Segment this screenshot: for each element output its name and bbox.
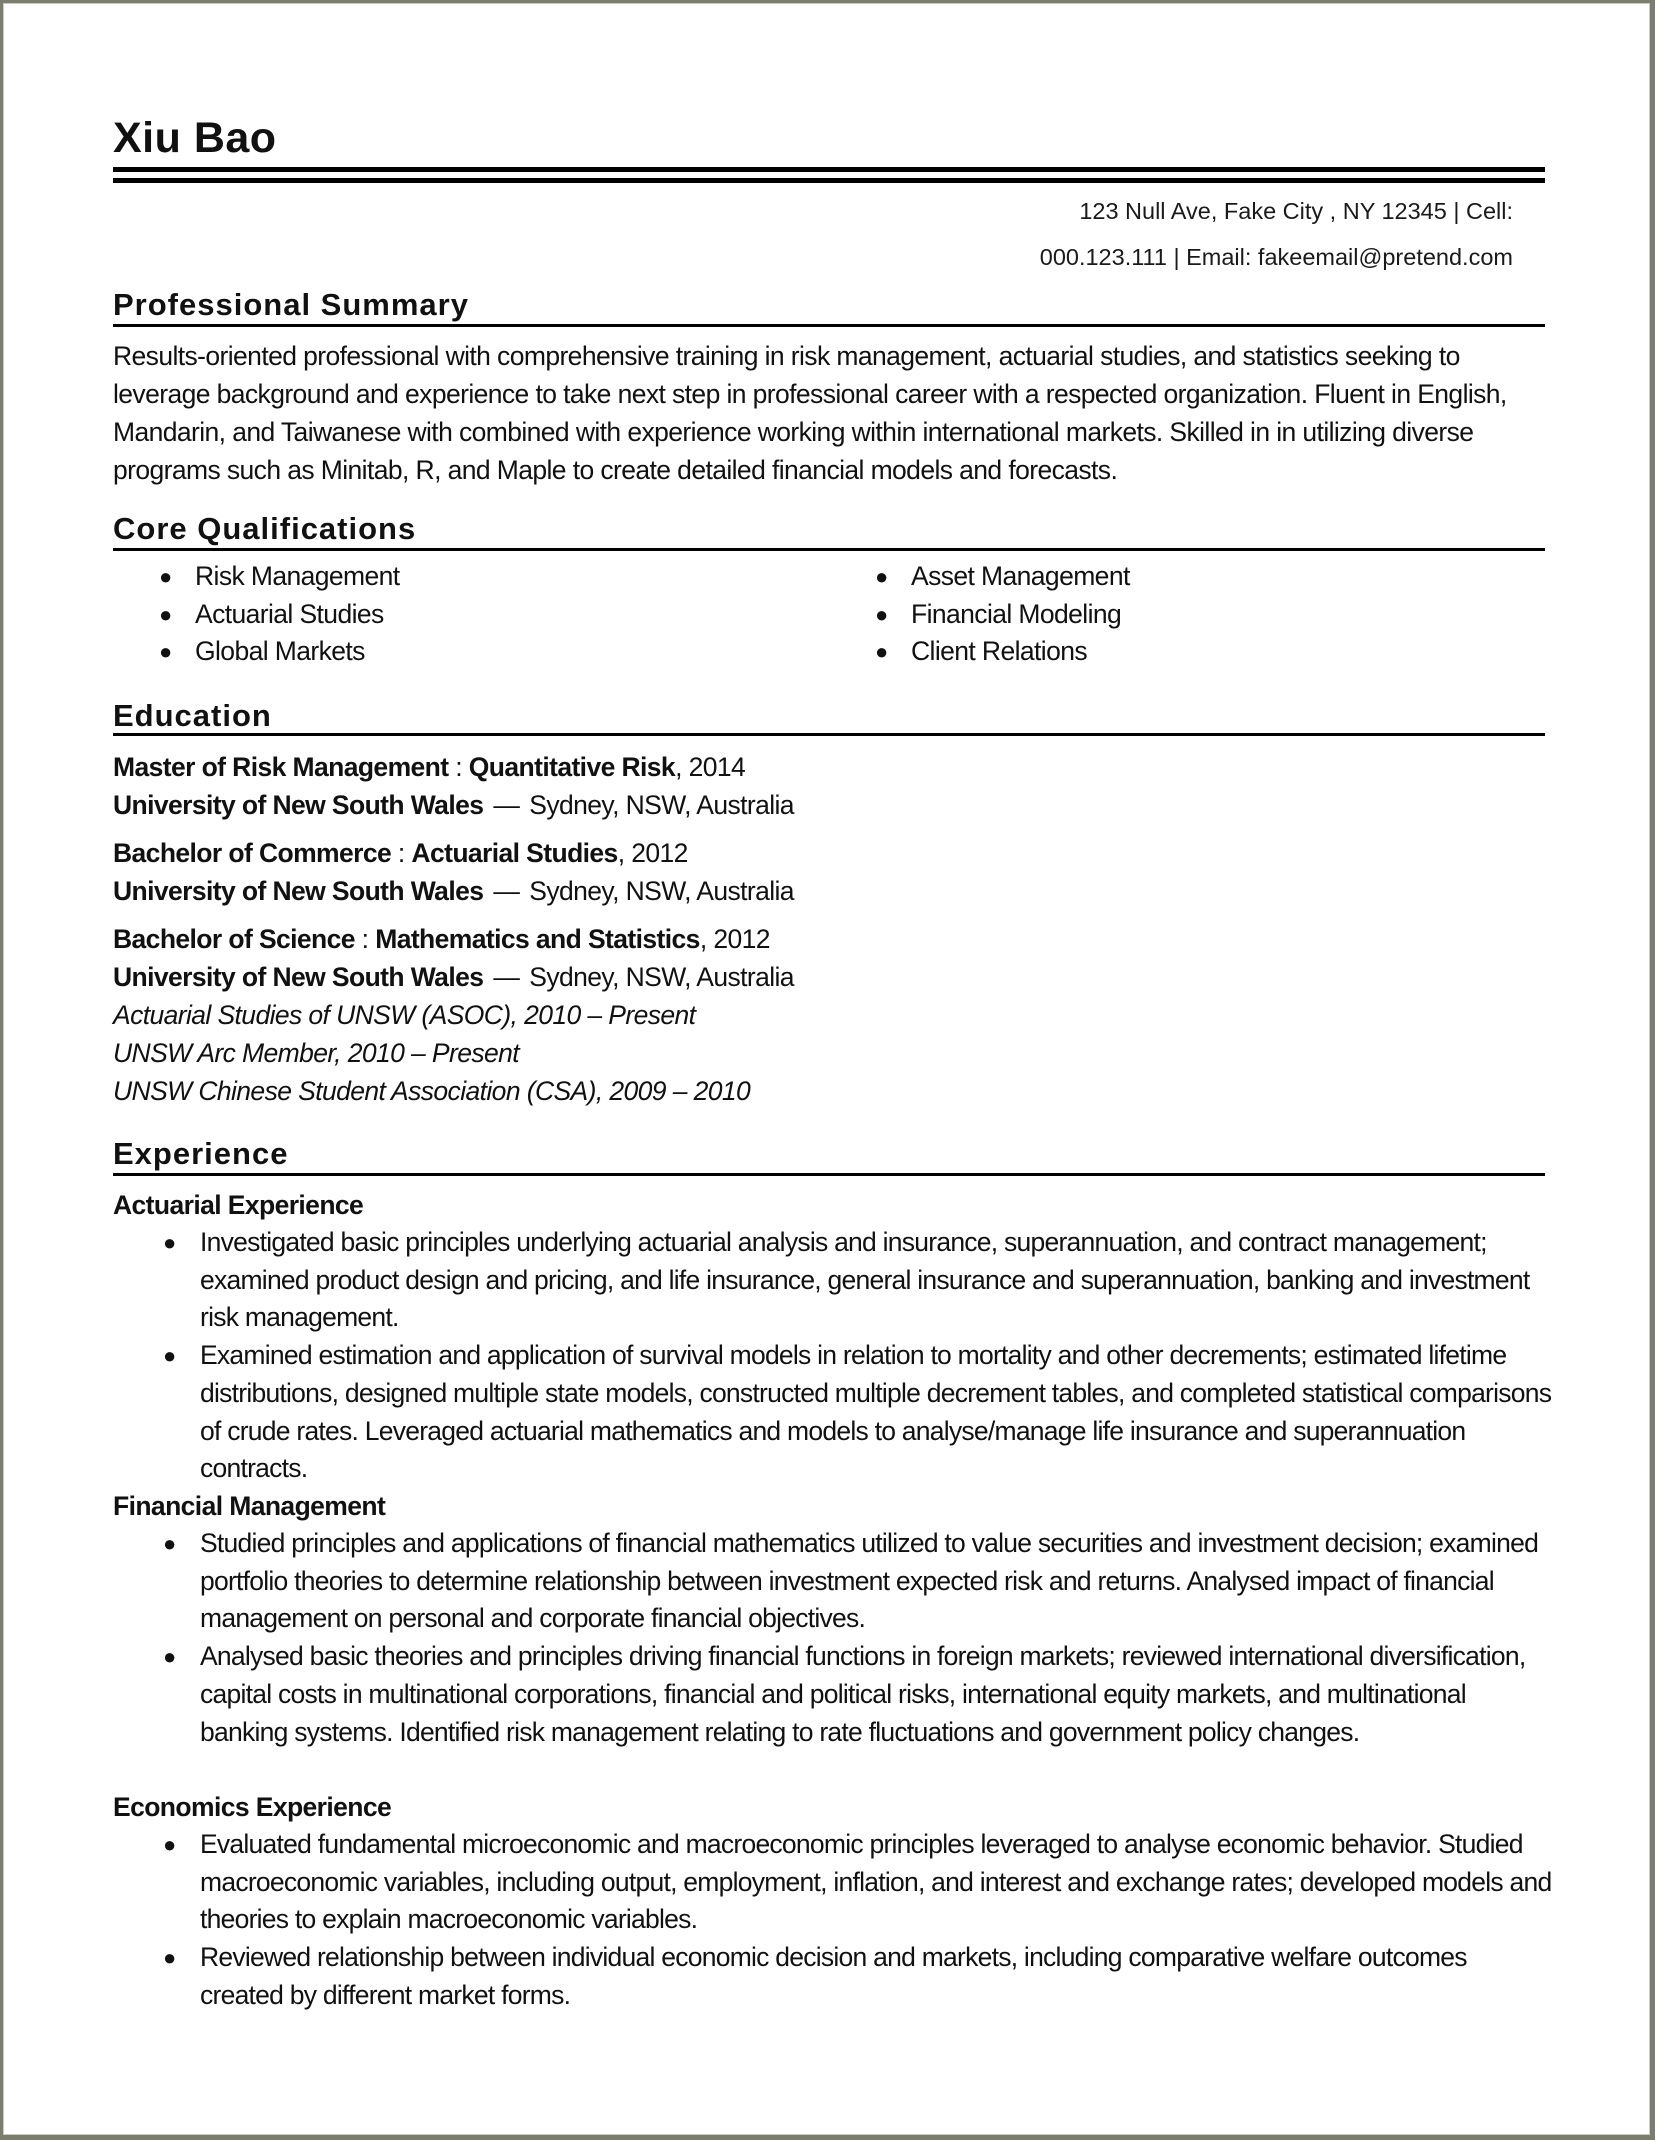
experience-bullet: ● Analysed basic theories and principles driving financial functions in foreign markets; reviewed international diversification, capital costs in multinational corporations, financial and political risks, international equity markets, and multinational banking systems. Identified risk management relating to rate fluctuations and government policy changes. <box>163 1638 1553 1751</box>
resume-page <box>3 3 1650 2135</box>
school-line: University of New South Wales — Sydney, NSW, Australia <box>113 790 794 820</box>
qualification-item: ● Actuarial Studies <box>159 596 400 634</box>
bullet-icon: ● <box>875 564 888 589</box>
contact-email-line: 000.123.111 | Email: fakeemail@pretend.com <box>1039 244 1513 270</box>
experience-group-title: Financial Management <box>113 1491 386 1521</box>
candidate-name: Xiu Bao <box>113 114 277 162</box>
header-rule-top <box>113 167 1545 172</box>
bullet-icon: ● <box>875 639 888 664</box>
school-line: University of New South Wales — Sydney, NSW, Australia <box>113 876 794 906</box>
qualifications-left-list <box>159 558 400 671</box>
degree-year: , 2012 <box>699 924 770 954</box>
school-line: University of New South Wales — Sydney, NSW, Australia <box>113 962 794 992</box>
school-name: University of New South Wales <box>113 790 484 820</box>
bullet-icon: ● <box>159 564 172 589</box>
bullet-icon: ● <box>163 1945 176 1971</box>
school-location: Sydney, NSW, Australia <box>529 962 794 992</box>
section-heading-qualifications: Core Qualifications <box>113 511 417 546</box>
bullet-icon: ● <box>163 1343 176 1369</box>
qualification-item: ● Financial Modeling <box>875 596 1130 634</box>
qualifications-right-list <box>875 558 1130 671</box>
bullet-icon: ● <box>159 601 172 627</box>
section-rule-education <box>113 733 1545 736</box>
school-location: Sydney, NSW, Australia <box>529 790 794 820</box>
degree-name: Bachelor of Commerce <box>113 838 392 868</box>
section-heading-summary: Professional Summary <box>113 287 469 322</box>
experience-bullet: ● Examined estimation and application of survival models in relation to mortality and other decrements; estimated lifetime distributions, designed multiple state models, constructed multiple decrement tables, and completed statistical comparisons of crude rates. Leveraged actuarial mathematics and models to analyse/manage life insurance and superannuation contracts. <box>163 1337 1553 1488</box>
qualification-item: ● Client Relations <box>875 633 1130 671</box>
degree-line: Bachelor of Commerce : Actuarial Studies, 2012 <box>113 838 688 868</box>
school-name: University of New South Wales <box>113 876 484 906</box>
section-heading-education: Education <box>113 698 272 733</box>
experience-bullet: ● Studied principles and applications of financial mathematics utilized to value securities and investment decision; examined portfolio theories to determine relationship between investment expected risk and returns. Analysed impact of financial management on personal and corporate financial objectives. <box>163 1525 1553 1638</box>
contact-address-line: 123 Null Ave, Fake City , NY 12345 | Cell: <box>1079 198 1513 224</box>
experience-group-title: Actuarial Experience <box>113 1190 364 1220</box>
activity-line: UNSW Chinese Student Association (CSA), 2009 – 2010 <box>113 1076 751 1106</box>
qualification-item: ● Asset Management <box>875 558 1130 596</box>
experience-group-title: Economics Experience <box>113 1792 392 1822</box>
bullet-icon: ● <box>163 1230 176 1255</box>
qualification-item: ● Risk Management <box>159 558 400 596</box>
bullet-icon: ● <box>163 1531 176 1556</box>
experience-bullet-list <box>163 1525 1553 1751</box>
bullet-icon: ● <box>875 601 888 627</box>
experience-bullet-list <box>163 1826 1553 2015</box>
school-name: University of New South Wales <box>113 962 484 992</box>
header-rule-bottom <box>113 178 1545 183</box>
bullet-icon: ● <box>159 639 172 664</box>
degree-year: , 2012 <box>617 838 688 868</box>
degree-field: Quantitative Risk <box>468 752 676 782</box>
section-rule-qualifications <box>113 548 1545 551</box>
degree-line: Bachelor of Science : Mathematics and Statistics, 2012 <box>113 924 770 954</box>
activity-line: UNSW Arc Member, 2010 – Present <box>113 1038 520 1068</box>
degree-field: Mathematics and Statistics <box>375 924 700 954</box>
degree-line: Master of Risk Management : Quantitative Risk, 2014 <box>113 752 746 782</box>
section-rule-summary <box>113 324 1545 327</box>
section-heading-experience: Experience <box>113 1136 289 1171</box>
summary-text: Results-oriented professional with comprehensive training in risk management, actuarial studies, and statistics seeking to leverage background and experience to take next step in professional career with a respected organization. Fluent in English, Mandarin, and Taiwanese with combined with experience working within international markets. Skilled in in utilizing diverse programs such as Minitab, R, and Maple to create detailed financial models and forecasts. <box>113 341 1507 485</box>
experience-bullet-list <box>163 1224 1553 1488</box>
activity-line: Actuarial Studies of UNSW (ASOC), 2010 – Present <box>113 1000 696 1030</box>
degree-field: Actuarial Studies <box>411 838 618 868</box>
qualification-item: ● Global Markets <box>159 633 400 671</box>
section-rule-experience <box>113 1173 1545 1176</box>
degree-name: Bachelor of Science <box>113 924 355 954</box>
bullet-icon: ● <box>163 1832 176 1857</box>
degree-name: Master of Risk Management <box>113 752 449 782</box>
experience-bullet: ● Evaluated fundamental microeconomic and macroeconomic principles leveraged to analyse economic behavior. Studied macroeconomic variables, including output, employment, inflation, and interest and exchange rates; developed models and theories to explain macroeconomic variables. <box>163 1826 1553 1939</box>
experience-bullet: ● Reviewed relationship between individual economic decision and markets, including comparative welfare outcomes created by different market forms. <box>163 1939 1553 2014</box>
school-location: Sydney, NSW, Australia <box>529 876 794 906</box>
bullet-icon: ● <box>163 1644 176 1670</box>
experience-bullet: ● Investigated basic principles underlying actuarial analysis and insurance, superannuation, and contract management; examined product design and pricing, and life insurance, general insurance and superannuation, banking and investment risk management. <box>163 1224 1553 1337</box>
degree-year: , 2014 <box>675 752 746 782</box>
